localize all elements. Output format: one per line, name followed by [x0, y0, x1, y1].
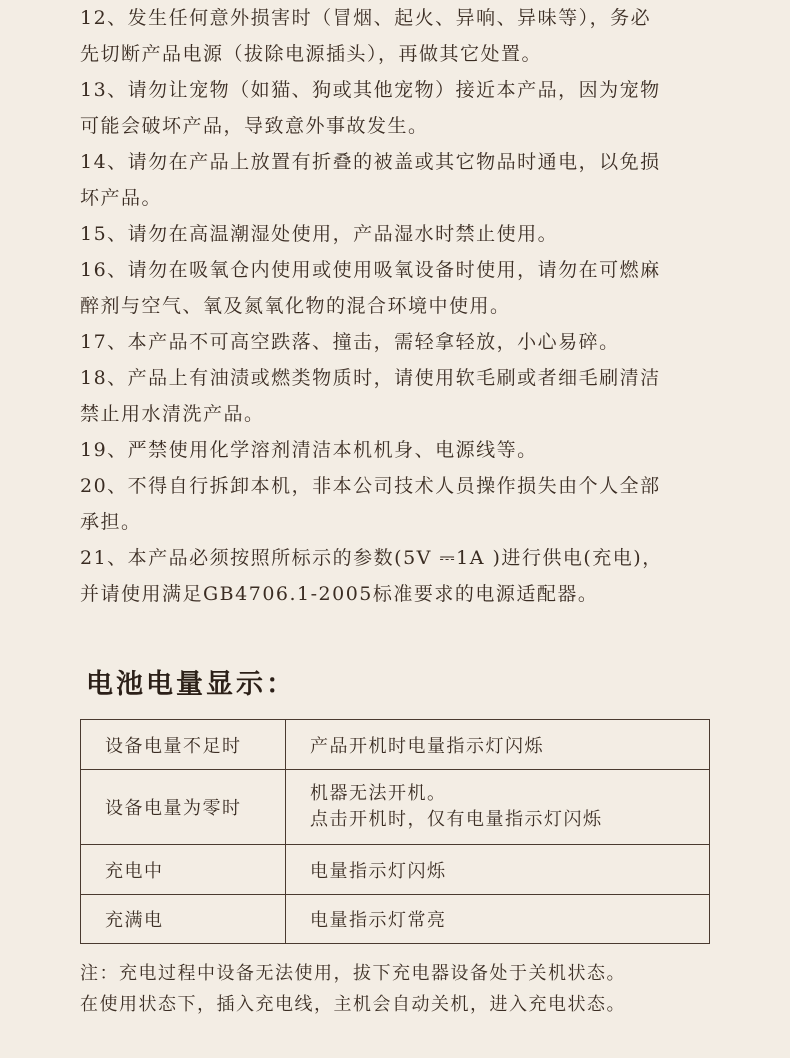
rule-line: 醉剂与空气、氧及氮氧化物的混合环境中使用。: [80, 295, 511, 317]
rule-line: 12、发生任何意外损害时（冒烟、起火、异响、异味等），务必: [80, 7, 652, 29]
rule-line: 先切断产品电源（拔除电源插头），再做其它处置。: [80, 43, 543, 65]
rule-line: 13、请勿让宠物（如猫、狗或其他宠物）接近本产品，因为宠物: [80, 79, 661, 101]
indicator-cell: 产品开机时电量指示灯闪烁: [286, 720, 710, 770]
rule-line: 20、不得自行拆卸本机，非本公司技术人员操作损失由个人全部: [80, 475, 661, 497]
indicator-cell: 电量指示灯常亮: [286, 895, 710, 944]
indicator-cell: 电量指示灯闪烁: [286, 845, 710, 895]
note-line: 在使用状态下，插入充电线，主机会自动关机，进入充电状态。: [80, 994, 626, 1015]
note-line: 注：充电过程中设备无法使用，拔下充电器设备处于关机状态。: [80, 963, 626, 984]
battery-section-title: 电池电量显示：: [86, 669, 296, 700]
rule-line: 16、请勿在吸氧仓内使用或使用吸氧设备时使用，请勿在可燃麻: [80, 259, 661, 281]
table-row: [81, 770, 710, 845]
condition-cell: 设备电量不足时: [81, 720, 286, 770]
rule-line: 承担。: [80, 511, 142, 533]
rule-line: 17、本产品不可高空跌落、撞击，需轻拿轻放，小心易碎。: [80, 331, 620, 353]
rule-line: 19、严禁使用化学溶剂清洁本机机身、电源线等。: [80, 439, 538, 461]
rule-line: 18、产品上有油渍或燃类物质时，请使用软毛刷或者细毛刷清洁: [80, 367, 661, 389]
indicator-line: 点击开机时，仅有电量指示灯闪烁: [310, 809, 603, 830]
condition-cell: 充满电: [81, 895, 286, 944]
rule-line: 可能会破坏产品，导致意外事故发生。: [80, 115, 429, 137]
condition-cell: 设备电量为零时: [81, 770, 286, 845]
safety-rules: [80, 0, 720, 612]
rule-line: 15、请勿在高温潮湿处使用，产品湿水时禁止使用。: [80, 223, 559, 245]
indicator-line: 机器无法开机。: [310, 783, 447, 804]
table-row: [81, 895, 710, 944]
table-row: [81, 845, 710, 895]
rule-line: 坏产品。: [80, 187, 163, 209]
table-row: [81, 720, 710, 770]
rule-line: 并请使用满足GB4706.1-2005标准要求的电源适配器。: [80, 583, 599, 605]
battery-status-table: [80, 719, 710, 944]
indicator-cell: [286, 770, 710, 845]
rule-line: 21、本产品必须按照所标示的参数(5V ⎓1A )进行供电(充电)，: [80, 547, 663, 569]
rule-line: 禁止用水清洗产品。: [80, 403, 265, 425]
charging-notes: [80, 958, 720, 1020]
condition-cell: 充电中: [81, 845, 286, 895]
rule-line: 14、请勿在产品上放置有折叠的被盖或其它物品时通电，以免损: [80, 151, 661, 173]
